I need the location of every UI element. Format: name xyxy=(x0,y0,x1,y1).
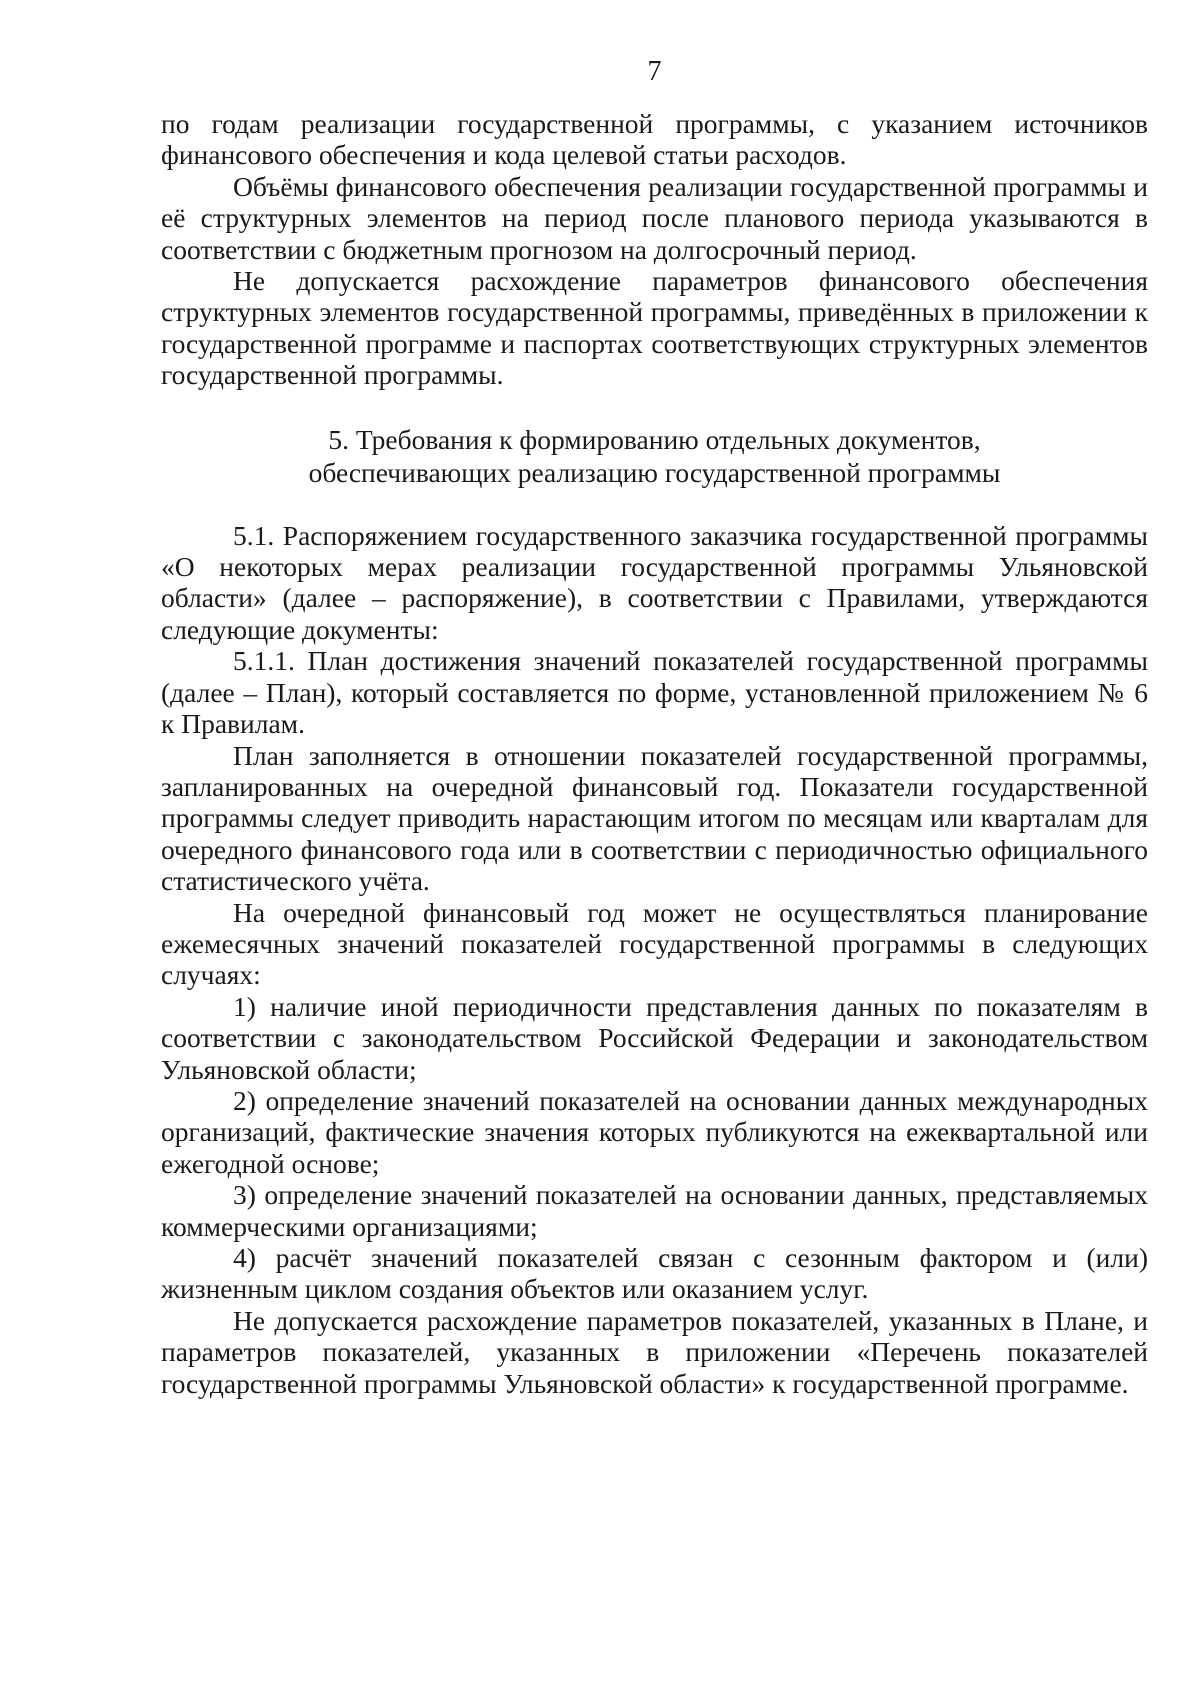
paragraph-indicator-discrepancy: Не допускается расхождение параметров показателей, указанных в Плане, и параметров показателей, указанных в приложении «Перечень показателей государственной программы Ульяновской области» к государственной программе. xyxy=(161,1304,1148,1399)
list-item-3: 3) определение значений показателей на основании данных, представляемых коммерческими организациями; xyxy=(161,1179,1148,1242)
page-number: 7 xyxy=(647,56,662,87)
section-heading-line-1: 5. Требования к формированию отдельных документов, xyxy=(328,423,981,455)
section-heading-line-2: обеспечивающих реализацию государственной программы xyxy=(308,456,1001,488)
list-item-4: 4) расчёт значений показателей связан с сезонным фактором и (или) жизненным циклом создания объектов или оказанием услуг. xyxy=(161,1242,1148,1305)
section-heading xyxy=(161,423,1148,489)
paragraph-5-1-1: 5.1.1. План достижения значений показателей государственной программы (далее – План), который составляется по форме, установленной приложением № 6 к Правилам. xyxy=(161,645,1148,740)
paragraph-monthly-planning: На очередной финансовый год может не осуществляться планирование ежемесячных значений показателей государственной программы в следующих случаях: xyxy=(161,896,1148,991)
paragraph-funding-discrepancy: Не допускается расхождение параметров финансового обеспечения структурных элементов государственной программы, приведённых в приложении к государственной программе и паспортах соответствующих структурных элементов государственной программы. xyxy=(161,265,1148,391)
paragraph-funding-volumes: Объёмы финансового обеспечения реализации государственной программы и её структурных элементов на период после планового периода указываются в соответствии с бюджетным прогнозом на долгосрочный период. xyxy=(161,170,1148,265)
paragraph-continuation: по годам реализации государственной программы, с указанием источников финансового обеспечения и кода целевой статьи расходов. xyxy=(161,108,1148,171)
document-page xyxy=(161,52,1148,1399)
paragraph-5-1: 5.1. Распоряжением государственного заказчика государственной программы «О некоторых мерах реализации государственной программы Ульяновской области» (далее – распоряжение), в соответствии с Правилами, утверждаются следующие документы: xyxy=(161,519,1148,645)
list-item-2: 2) определение значений показателей на основании данных международных организаций, фактические значения которых публикуются на ежеквартальной или ежегодной основе; xyxy=(161,1084,1148,1179)
paragraph-plan-filling: План заполняется в отношении показателей государственной программы, запланированных на очередной финансовый год. Показатели государственной программы следует приводить нарастающим итогом по месяцам или кварталам для очередного финансового года или в соответствии с периодичностью официального статистического учёта. xyxy=(161,739,1148,897)
list-item-1: 1) наличие иной периодичности представления данных по показателям в соответствии с законодательством Российской Федерации и законодательством Ульяновской области; xyxy=(161,990,1148,1085)
